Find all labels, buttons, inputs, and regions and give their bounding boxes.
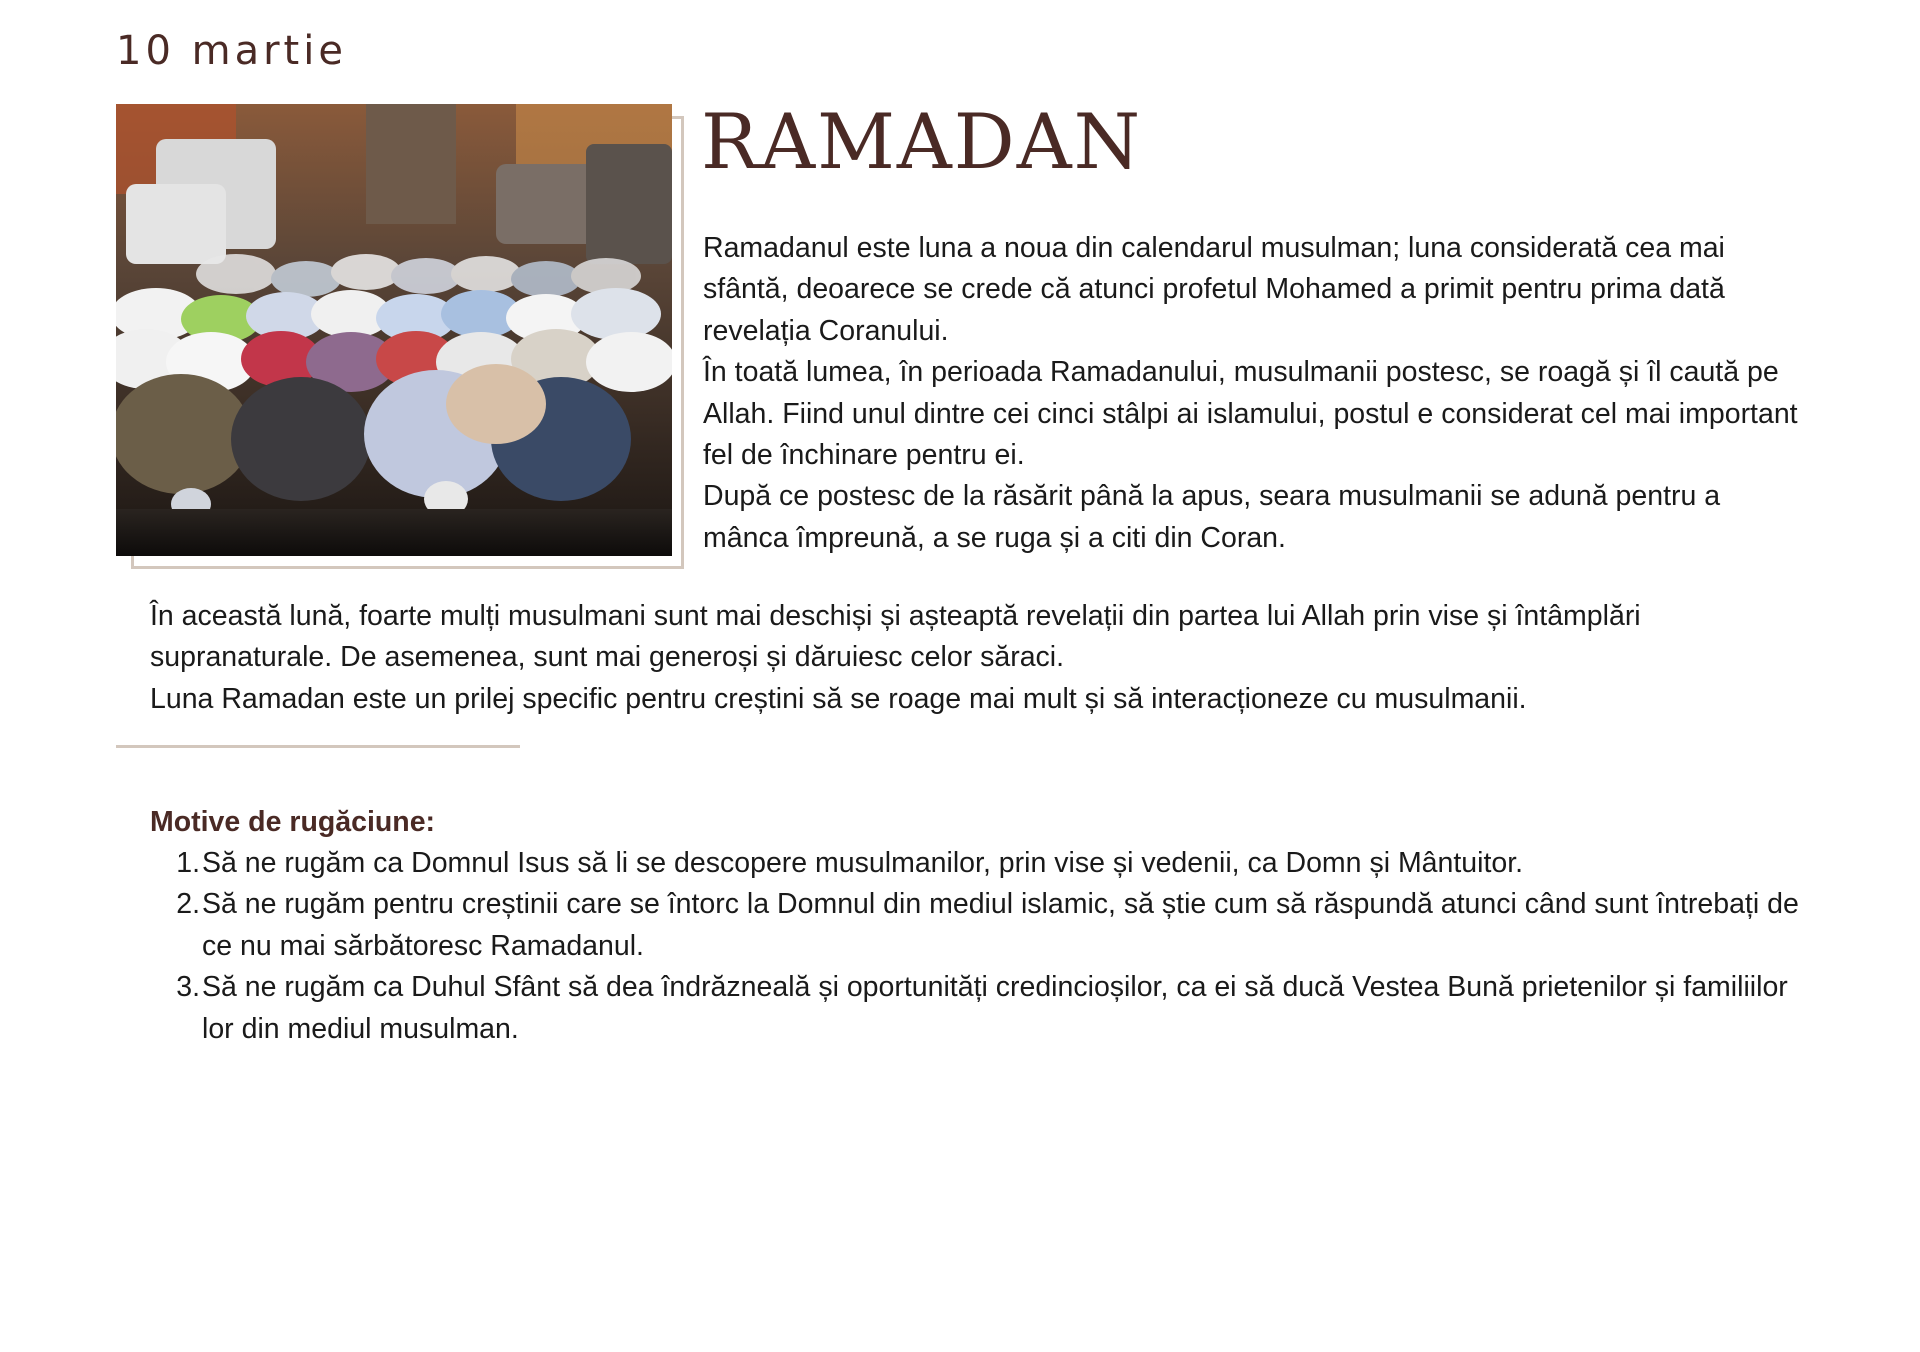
prayer-item-number: 2. — [176, 888, 200, 921]
prayer-item-text: Să ne rugăm pentru creștinii care se întorc la Domnul din mediul islamic, să știe cum să răspundă atunci când sunt întrebați de ce nu mai sărbătoresc Ramadanul. — [202, 888, 1799, 962]
prayer-item — [150, 884, 1810, 967]
intro-paragraph: Ramadanul este luna a noua din calendarul musulman; luna considerată cea mai sfântă, deoarece se crede că atunci profetul Mohamed a primit pentru prima dată revelația Coranului. — [703, 232, 1725, 347]
page-title: RAMADAN — [701, 97, 1143, 186]
intro-paragraph: În toată lumea, în perioada Ramadanului, musulmanii postesc, se roagă și îl caută pe Allah. Fiind unul dintre cei cinci stâlpi ai islamului, postul e considerat cel mai important fel de închinare pentru ei. — [703, 356, 1798, 472]
prayer-item-text: Să ne rugăm ca Domnul Isus să li se descopere musulmanilor, prin vise și vedenii, ca Domn și Mântuitor. — [202, 847, 1524, 879]
ramadan-prayer-photo — [116, 104, 672, 556]
intro-paragraph: După ce postesc de la răsărit până la apus, seara musulmanii se adună pentru a mânca împreună, a se ruga și a citi din Coran. — [703, 480, 1721, 554]
body-text — [150, 596, 1830, 720]
page-date: 10 martie — [116, 28, 347, 74]
intro-text — [703, 228, 1813, 559]
body-paragraph: Luna Ramadan este un prilej specific pentru creștini să se roage mai mult și să interacționeze cu musulmanii. — [150, 682, 1527, 715]
prayer-item-number: 3. — [176, 971, 200, 1004]
prayer-item — [150, 843, 1810, 884]
prayer-list — [150, 843, 1810, 1050]
body-paragraph: În această lună, foarte mulți musulmani sunt mai deschiși și așteaptă revelații din partea lui Allah prin vise și întâmplări supranaturale. De asemenea, sunt mai generoși și dăruiesc celor săraci. — [150, 600, 1641, 674]
section-divider — [116, 745, 520, 748]
prayer-heading: Motive de rugăciune: — [150, 806, 436, 838]
prayer-item-text: Să ne rugăm ca Duhul Sfânt să dea îndrăzneală și oportunități credincioșilor, ca ei să ducă Vestea Bună prietenilor și familiilor lor din mediul musulman. — [202, 971, 1788, 1045]
prayer-item-number: 1. — [176, 847, 200, 879]
prayer-item — [150, 967, 1810, 1050]
